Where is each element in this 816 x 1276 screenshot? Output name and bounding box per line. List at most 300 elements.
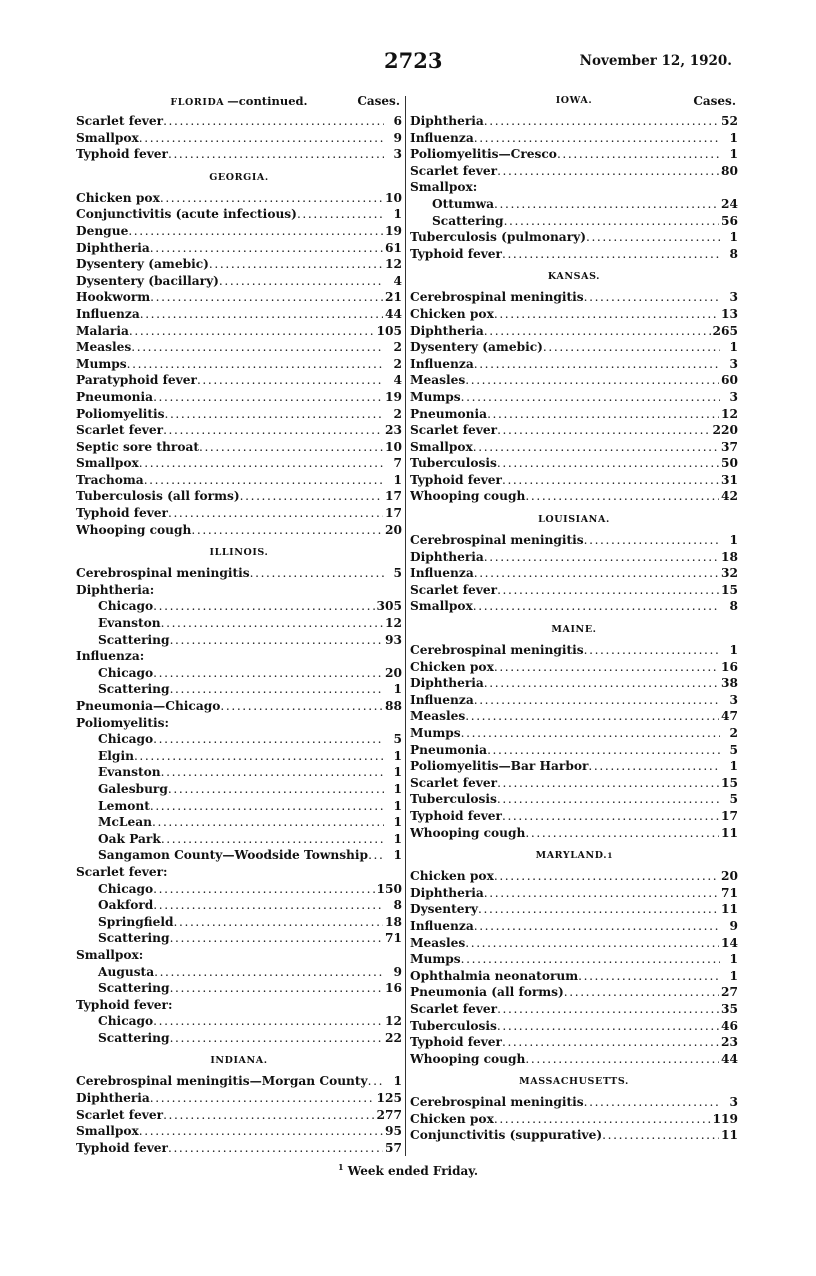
case-count: 11 bbox=[721, 825, 738, 840]
dot-leader bbox=[170, 930, 383, 947]
dot-leader bbox=[487, 406, 719, 423]
case-count: 105 bbox=[376, 323, 402, 338]
case-count: 56 bbox=[721, 213, 738, 228]
disease-row bbox=[76, 864, 402, 881]
disease-name: Septic sore throat bbox=[76, 439, 199, 454]
case-count: 1 bbox=[393, 815, 402, 830]
disease-row bbox=[76, 256, 402, 273]
disease-row bbox=[410, 758, 738, 775]
dot-leader bbox=[484, 549, 719, 566]
right-column bbox=[410, 92, 738, 1144]
case-count: 20 bbox=[721, 869, 738, 884]
case-count: 21 bbox=[385, 290, 402, 305]
disease-name: Influenza bbox=[410, 918, 474, 933]
case-count: 35 bbox=[721, 1001, 738, 1016]
dot-leader bbox=[578, 968, 720, 985]
case-count: 1 bbox=[729, 533, 738, 548]
disease-row bbox=[76, 698, 402, 715]
case-count: 19 bbox=[385, 389, 402, 404]
case-count: 57 bbox=[385, 1140, 402, 1155]
disease-name: Influenza bbox=[410, 356, 474, 371]
disease-row bbox=[410, 229, 738, 246]
dot-leader bbox=[497, 422, 710, 439]
dot-leader bbox=[164, 406, 384, 423]
case-count: 3 bbox=[729, 290, 738, 305]
disease-name: Diphtheria bbox=[410, 885, 484, 900]
case-count: 1 bbox=[729, 130, 738, 145]
case-count: 27 bbox=[721, 985, 738, 1000]
dot-leader bbox=[174, 914, 384, 931]
case-count: 2 bbox=[393, 406, 402, 421]
section-heading bbox=[76, 169, 402, 187]
disease-name: Diphtheria bbox=[410, 549, 484, 564]
footnote-text: Week ended Friday. bbox=[347, 1164, 479, 1178]
dot-leader bbox=[474, 565, 719, 582]
disease-name: Poliomyelitis: bbox=[76, 715, 169, 730]
disease-name: Scarlet fever bbox=[410, 775, 498, 790]
case-count: 3 bbox=[729, 356, 738, 371]
disease-name: Dengue bbox=[76, 223, 129, 238]
sub-row bbox=[76, 930, 402, 947]
sub-row bbox=[76, 881, 402, 898]
disease-name: Pneumonia bbox=[76, 389, 154, 404]
dot-leader bbox=[153, 389, 383, 406]
disease-row bbox=[410, 675, 738, 692]
disease-row bbox=[410, 935, 738, 952]
disease-row bbox=[410, 968, 738, 985]
case-count: 46 bbox=[721, 1018, 738, 1033]
disease-row bbox=[410, 439, 738, 456]
case-count: 1 bbox=[393, 682, 402, 697]
disease-name: Poliomyelitis bbox=[76, 406, 165, 421]
case-count: 52 bbox=[721, 114, 738, 128]
case-count: 9 bbox=[729, 918, 738, 933]
case-count: 305 bbox=[376, 599, 402, 614]
sub-row bbox=[410, 196, 738, 213]
column-divider bbox=[405, 96, 406, 1156]
case-count: 71 bbox=[721, 885, 738, 900]
case-count: 80 bbox=[721, 163, 738, 178]
page-number: 2723 bbox=[384, 48, 443, 73]
case-count: 4 bbox=[393, 273, 402, 288]
disease-name: Cerebrospinal meningitis bbox=[410, 290, 584, 305]
disease-row bbox=[410, 549, 738, 566]
dot-leader bbox=[134, 748, 384, 765]
case-count: 31 bbox=[721, 472, 738, 487]
disease-name: Whooping cough bbox=[410, 1051, 526, 1066]
dot-leader bbox=[297, 206, 384, 223]
dot-leader bbox=[163, 422, 383, 439]
sub-row bbox=[76, 731, 402, 748]
dot-leader bbox=[154, 964, 384, 981]
dot-leader bbox=[584, 289, 720, 306]
dot-leader bbox=[150, 240, 383, 257]
case-count: 5 bbox=[729, 742, 738, 757]
sub-row bbox=[76, 632, 402, 649]
dot-leader bbox=[465, 708, 719, 725]
dot-leader bbox=[150, 798, 384, 815]
dot-leader bbox=[497, 163, 719, 180]
dot-leader bbox=[474, 692, 720, 709]
state-name: MASSACHUSETTS. bbox=[519, 1076, 629, 1088]
dot-leader bbox=[461, 725, 720, 742]
disease-row bbox=[410, 692, 738, 709]
case-count: 16 bbox=[721, 659, 738, 674]
report-date: November 12, 1920. bbox=[579, 53, 732, 69]
disease-name: Scarlet fever bbox=[410, 423, 498, 438]
footnote-ref: 1 bbox=[607, 851, 613, 861]
disease-row bbox=[410, 389, 738, 406]
disease-name: Whooping cough bbox=[410, 489, 526, 504]
case-count: 44 bbox=[721, 1051, 738, 1066]
disease-name: Typhoid fever bbox=[76, 147, 168, 162]
disease-name: Smallpox bbox=[410, 439, 473, 454]
case-count: 32 bbox=[721, 566, 738, 581]
disease-row bbox=[76, 240, 402, 257]
disease-name: Typhoid fever bbox=[76, 1140, 168, 1155]
sub-row bbox=[76, 681, 402, 698]
case-count: 60 bbox=[721, 373, 738, 388]
case-count: 2 bbox=[393, 340, 402, 355]
disease-name: Scarlet fever bbox=[76, 1107, 164, 1122]
case-count: 1 bbox=[393, 781, 402, 796]
disease-name: Chicago bbox=[98, 1014, 154, 1029]
disease-row bbox=[410, 488, 738, 505]
dot-leader bbox=[168, 781, 384, 798]
case-count: 119 bbox=[712, 1111, 738, 1126]
disease-name: Springfield bbox=[98, 914, 174, 929]
disease-row bbox=[410, 339, 738, 356]
case-count: 93 bbox=[385, 632, 402, 647]
case-count: 20 bbox=[385, 522, 402, 537]
sub-row bbox=[76, 1030, 402, 1047]
disease-row bbox=[410, 163, 738, 180]
case-count: 125 bbox=[376, 1091, 402, 1106]
dot-leader bbox=[161, 831, 384, 848]
disease-row bbox=[76, 472, 402, 489]
case-count: 6 bbox=[393, 114, 402, 128]
section-heading bbox=[410, 511, 738, 529]
disease-row bbox=[410, 455, 738, 472]
sub-row bbox=[76, 814, 402, 831]
disease-row bbox=[76, 289, 402, 306]
state-section bbox=[410, 92, 738, 262]
disease-row bbox=[76, 130, 402, 147]
disease-row bbox=[410, 582, 738, 599]
dot-leader bbox=[128, 223, 383, 240]
cases-column-label: Cases. bbox=[693, 94, 736, 108]
disease-name: Smallpox: bbox=[76, 947, 144, 962]
dot-leader bbox=[170, 632, 383, 649]
dot-leader bbox=[163, 113, 384, 130]
dot-leader bbox=[153, 731, 384, 748]
disease-name: Whooping cough bbox=[76, 522, 192, 537]
dot-leader bbox=[557, 146, 720, 163]
disease-name: Smallpox bbox=[76, 1124, 139, 1139]
dot-leader bbox=[584, 1094, 720, 1111]
case-count: 1 bbox=[393, 831, 402, 846]
case-count: 24 bbox=[721, 196, 738, 211]
disease-row bbox=[76, 439, 402, 456]
disease-name: Scarlet fever bbox=[410, 582, 498, 597]
case-count: 13 bbox=[721, 306, 738, 321]
disease-row bbox=[410, 659, 738, 676]
state-name: MARYLAND. bbox=[535, 850, 608, 862]
disease-name: Dysentery (amebic) bbox=[76, 257, 209, 272]
state-section bbox=[76, 92, 402, 163]
disease-name: Influenza bbox=[410, 692, 474, 707]
disease-row bbox=[76, 422, 402, 439]
dot-leader bbox=[494, 306, 719, 323]
case-count: 16 bbox=[385, 981, 402, 996]
case-count: 38 bbox=[721, 676, 738, 691]
section-heading bbox=[410, 847, 738, 865]
case-count: 5 bbox=[729, 792, 738, 807]
case-count: 1 bbox=[393, 1074, 402, 1089]
state-name: FLORIDA bbox=[170, 97, 225, 108]
disease-name: Scattering bbox=[98, 981, 170, 996]
disease-row bbox=[410, 791, 738, 808]
disease-name: Scarlet fever bbox=[76, 423, 164, 438]
disease-row bbox=[410, 130, 738, 147]
disease-name: Typhoid fever: bbox=[76, 997, 173, 1012]
dot-leader bbox=[588, 758, 720, 775]
disease-row bbox=[410, 808, 738, 825]
dot-leader bbox=[153, 881, 374, 898]
case-count: 150 bbox=[376, 881, 402, 896]
disease-name: Influenza bbox=[410, 566, 474, 581]
disease-row bbox=[76, 947, 402, 964]
case-count: 23 bbox=[385, 423, 402, 438]
disease-row bbox=[76, 223, 402, 240]
disease-row bbox=[410, 532, 738, 549]
disease-row bbox=[410, 1034, 738, 1051]
dot-leader bbox=[497, 775, 719, 792]
dot-leader bbox=[525, 1051, 719, 1068]
case-count: 37 bbox=[721, 439, 738, 454]
section-heading bbox=[410, 268, 738, 286]
case-count: 1 bbox=[729, 147, 738, 162]
disease-name: Typhoid fever bbox=[410, 808, 502, 823]
continued-label: —continued. bbox=[227, 94, 308, 108]
dot-leader bbox=[494, 196, 719, 213]
dot-leader bbox=[161, 615, 383, 632]
disease-row bbox=[410, 356, 738, 373]
disease-name: Scattering bbox=[98, 682, 170, 697]
dot-leader bbox=[250, 565, 384, 582]
disease-row bbox=[76, 522, 402, 539]
dot-leader bbox=[602, 1127, 719, 1144]
disease-name: Cerebrospinal meningitis—Morgan County bbox=[76, 1074, 368, 1089]
dot-leader bbox=[131, 339, 384, 356]
case-count: 50 bbox=[721, 456, 738, 471]
dot-leader bbox=[199, 439, 383, 456]
case-count: 220 bbox=[712, 423, 738, 438]
case-count: 20 bbox=[385, 665, 402, 680]
disease-row bbox=[76, 306, 402, 323]
sub-row bbox=[410, 213, 738, 230]
case-count: 2 bbox=[393, 356, 402, 371]
disease-name: Lemont bbox=[98, 798, 150, 813]
disease-name: Hookworm bbox=[76, 290, 151, 305]
dot-leader bbox=[129, 323, 375, 340]
disease-name: Trachoma bbox=[76, 472, 144, 487]
state-name: LOUISIANA. bbox=[538, 514, 610, 526]
dot-leader bbox=[584, 642, 720, 659]
disease-row bbox=[76, 997, 402, 1014]
disease-name: Oakford bbox=[98, 898, 154, 913]
case-count: 12 bbox=[385, 616, 402, 631]
sub-row bbox=[76, 781, 402, 798]
disease-row bbox=[410, 1094, 738, 1111]
dot-leader bbox=[474, 130, 720, 147]
disease-row bbox=[410, 825, 738, 842]
disease-row bbox=[410, 1127, 738, 1144]
disease-name: Typhoid fever bbox=[76, 506, 168, 521]
disease-row bbox=[410, 725, 738, 742]
page-header bbox=[0, 44, 816, 74]
dot-leader bbox=[461, 389, 720, 406]
case-count: 18 bbox=[721, 549, 738, 564]
dot-leader bbox=[502, 1034, 719, 1051]
case-count: 19 bbox=[385, 223, 402, 238]
dot-leader bbox=[150, 289, 383, 306]
disease-name: Conjunctivitis (suppurative) bbox=[410, 1128, 603, 1143]
disease-name: Mumps bbox=[410, 389, 461, 404]
disease-name: Conjunctivitis (acute infectious) bbox=[76, 207, 297, 222]
disease-name: Influenza bbox=[76, 306, 140, 321]
case-count: 5 bbox=[393, 566, 402, 581]
disease-row bbox=[410, 472, 738, 489]
case-count: 17 bbox=[385, 506, 402, 521]
disease-name: Oak Park bbox=[98, 831, 161, 846]
dot-leader bbox=[163, 1107, 374, 1124]
sub-row bbox=[76, 897, 402, 914]
case-count: 18 bbox=[385, 914, 402, 929]
dot-leader bbox=[153, 1013, 383, 1030]
case-count: 22 bbox=[385, 1030, 402, 1045]
disease-row bbox=[76, 190, 402, 207]
disease-row bbox=[410, 984, 738, 1001]
disease-row bbox=[76, 356, 402, 373]
case-count: 8 bbox=[729, 246, 738, 261]
dot-leader bbox=[150, 1090, 375, 1107]
disease-row bbox=[76, 715, 402, 732]
dot-leader bbox=[461, 951, 720, 968]
state-section bbox=[76, 544, 402, 1046]
disease-name: Diphtheria bbox=[410, 676, 484, 691]
disease-name: Typhoid fever bbox=[410, 246, 502, 261]
case-count: 8 bbox=[729, 599, 738, 614]
disease-name: Cerebrospinal meningitis bbox=[410, 533, 584, 548]
dot-leader bbox=[478, 901, 719, 918]
case-count: 277 bbox=[376, 1107, 402, 1122]
disease-name: Typhoid fever bbox=[410, 472, 502, 487]
disease-name: Measles bbox=[410, 709, 466, 724]
case-count: 1 bbox=[393, 472, 402, 487]
case-count: 5 bbox=[393, 732, 402, 747]
disease-row bbox=[410, 901, 738, 918]
dot-leader bbox=[525, 825, 719, 842]
dot-leader bbox=[139, 1123, 383, 1140]
disease-name: Dysentery (amebic) bbox=[410, 340, 543, 355]
dot-leader bbox=[197, 372, 384, 389]
disease-name: Pneumonia (all forms) bbox=[410, 985, 564, 1000]
case-count: 7 bbox=[393, 456, 402, 471]
case-count: 10 bbox=[385, 439, 402, 454]
case-count: 71 bbox=[385, 931, 402, 946]
state-name: IOWA. bbox=[555, 95, 593, 106]
dot-leader bbox=[139, 130, 384, 147]
disease-name: Scattering bbox=[98, 632, 170, 647]
sub-row bbox=[76, 831, 402, 848]
state-section bbox=[410, 268, 738, 505]
state-name: KANSAS. bbox=[547, 271, 601, 283]
disease-name: Malaria bbox=[76, 323, 129, 338]
dot-leader bbox=[502, 246, 720, 263]
disease-name: Influenza: bbox=[76, 649, 145, 664]
case-count: 4 bbox=[393, 373, 402, 388]
dot-leader bbox=[484, 885, 719, 902]
disease-row bbox=[76, 146, 402, 163]
disease-name: Sangamon County—Woodside Township bbox=[98, 848, 369, 863]
disease-name: Evanston bbox=[98, 616, 161, 631]
disease-row bbox=[410, 1018, 738, 1035]
dot-leader bbox=[219, 273, 384, 290]
case-count: 3 bbox=[729, 1095, 738, 1110]
case-count: 1 bbox=[729, 968, 738, 983]
dot-leader bbox=[497, 1001, 719, 1018]
dot-leader bbox=[139, 455, 384, 472]
dot-leader bbox=[160, 190, 383, 207]
disease-name: Diphtheria bbox=[76, 1091, 150, 1106]
disease-row bbox=[76, 389, 402, 406]
state-name: MAINE. bbox=[551, 624, 597, 636]
disease-name: Galesburg bbox=[98, 781, 168, 796]
disease-name: Cerebrospinal meningitis bbox=[410, 643, 584, 658]
dot-leader bbox=[153, 897, 384, 914]
disease-row bbox=[410, 113, 738, 130]
disease-name: Smallpox bbox=[410, 599, 473, 614]
state-section bbox=[410, 847, 738, 1067]
dot-leader bbox=[140, 306, 383, 323]
disease-name: Scarlet fever bbox=[410, 1001, 498, 1016]
case-count: 3 bbox=[729, 692, 738, 707]
disease-name: Smallpox: bbox=[410, 180, 478, 195]
disease-name: McLean bbox=[98, 815, 152, 830]
disease-row bbox=[76, 1123, 402, 1140]
disease-row bbox=[410, 642, 738, 659]
disease-name: Chicken pox bbox=[76, 190, 160, 205]
disease-row bbox=[410, 1051, 738, 1068]
section-heading bbox=[410, 1073, 738, 1091]
disease-row bbox=[410, 1001, 738, 1018]
section-heading bbox=[410, 92, 738, 110]
dot-leader bbox=[473, 598, 720, 615]
disease-name: Chicken pox bbox=[410, 869, 494, 884]
dot-leader bbox=[170, 980, 383, 997]
footnote bbox=[0, 1162, 816, 1178]
disease-name: Mumps bbox=[76, 356, 127, 371]
disease-name: Tuberculosis (pulmonary) bbox=[410, 230, 586, 245]
cases-column-label: Cases. bbox=[357, 94, 400, 108]
disease-name: Smallpox bbox=[76, 130, 139, 145]
disease-row bbox=[76, 582, 402, 599]
disease-name: Ottumwa bbox=[432, 196, 495, 211]
disease-row bbox=[410, 323, 738, 340]
dot-leader bbox=[494, 1111, 711, 1128]
dot-leader bbox=[586, 229, 720, 246]
